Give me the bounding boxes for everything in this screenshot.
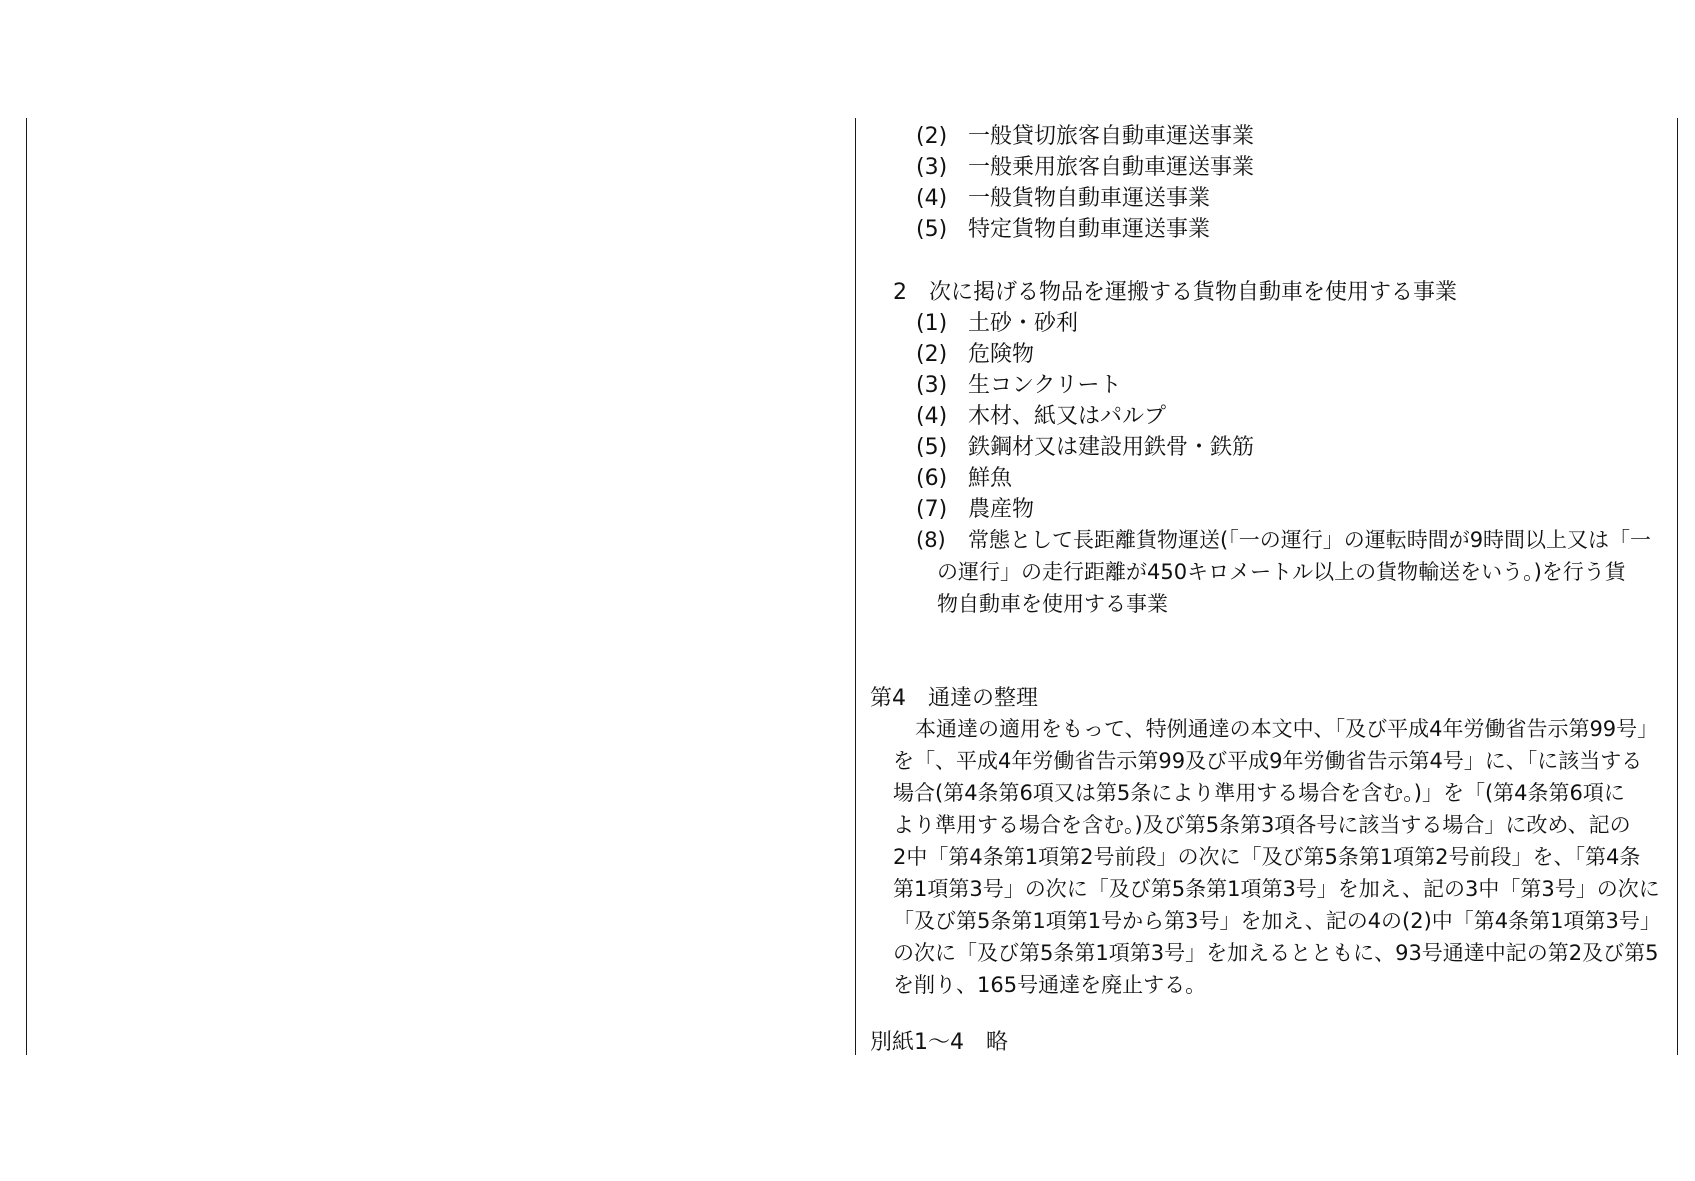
list-item-text: 生コンクリート	[968, 373, 1122, 398]
list-item	[916, 183, 1210, 214]
list-item	[916, 432, 1254, 463]
list-item	[916, 121, 1254, 152]
list-item-text: 常態として長距離貨物運送(「一の運行」の運転時間が9時間以上又は「一	[968, 528, 1652, 552]
list-item-number: (5)	[916, 217, 948, 242]
section-4-heading: 第4 通達の整理	[870, 686, 1038, 711]
attachment-note: 別紙1～4 略	[870, 1030, 1008, 1055]
list-item	[916, 214, 1210, 245]
list-item-text: 木材、紙又はパルプ	[968, 404, 1167, 429]
list-item	[916, 525, 1651, 556]
list-item-text: 一般乗用旅客自動車運送事業	[968, 155, 1255, 180]
list-item-number: (2)	[916, 124, 948, 149]
list-item-text: 鮮魚	[968, 466, 1013, 491]
list-item	[916, 370, 1122, 401]
list-item	[916, 463, 1012, 494]
list-item-continuation: の運行」の走行距離が450キロメートル以上の貨物輸送をいう。)を行う貨	[937, 560, 1626, 584]
middle-column-border	[855, 118, 856, 1055]
paragraph-line: を「、平成4年労働省告示第99及び平成9年労働省告示第4号」に、「に該当する	[893, 749, 1643, 773]
paragraph-line: 第1項第3号」の次に「及び第5条第1項第3号」を加え、記の3中「第3号」の次に	[893, 877, 1660, 901]
list-item-number: (7)	[916, 497, 948, 522]
list-item-number: (5)	[916, 435, 948, 460]
paragraph-line: より準用する場合を含む。)及び第5条第3項各号に該当する場合」に改め、記の	[893, 813, 1631, 837]
list-item-continuation: 物自動車を使用する事業	[937, 592, 1168, 616]
section-2-heading: 2 次に掲げる物品を運搬する貨物自動車を使用する事業	[893, 280, 1457, 305]
list-item-text: 一般貨物自動車運送事業	[968, 186, 1211, 211]
paragraph-line: 本通達の適用をもって、特例通達の本文中、「及び平成4年労働省告示第99号」	[915, 717, 1659, 741]
paragraph-line: を削り、165号通達を廃止する。	[893, 973, 1207, 997]
list-item-text: 鉄鋼材又は建設用鉄骨・鉄筋	[968, 435, 1255, 460]
paragraph-line: 「及び第5条第1項第1号から第3号」を加え、記の4の(2)中「第4条第1項第3号」	[893, 909, 1661, 933]
list-item-number: (6)	[916, 466, 948, 491]
list-item-number: (4)	[916, 186, 948, 211]
list-item-number: (2)	[916, 342, 948, 367]
paragraph-line: の次に「及び第5条第1項第3号」を加えるとともに、93号通達中記の第2及び第5	[893, 941, 1659, 965]
list-item-number: (1)	[916, 311, 948, 336]
paragraph-line: 場合(第4条第6項又は第5条により準用する場合を含む。)」を「(第4条第6項に	[893, 781, 1625, 805]
list-item	[916, 401, 1166, 432]
list-item-number: (3)	[916, 373, 948, 398]
list-item	[916, 152, 1254, 183]
list-item-text: 一般貸切旅客自動車運送事業	[968, 124, 1255, 149]
right-column-border	[1677, 118, 1678, 1055]
list-item-text: 土砂・砂利	[968, 311, 1079, 336]
list-item-text: 農産物	[968, 497, 1035, 522]
list-item	[916, 494, 1034, 525]
list-item-text: 特定貨物自動車運送事業	[968, 217, 1211, 242]
list-item-number: (3)	[916, 155, 948, 180]
list-item-text: 危険物	[968, 342, 1035, 367]
list-item	[916, 339, 1034, 370]
paragraph-line: 2中「第4条第1項第2号前段」の次に「及び第5条第1項第2号前段」を、「第4条	[893, 845, 1641, 869]
list-item-number: (4)	[916, 404, 948, 429]
list-item	[916, 308, 1078, 339]
left-column-border	[26, 118, 27, 1055]
list-item-number: (8)	[916, 528, 946, 552]
